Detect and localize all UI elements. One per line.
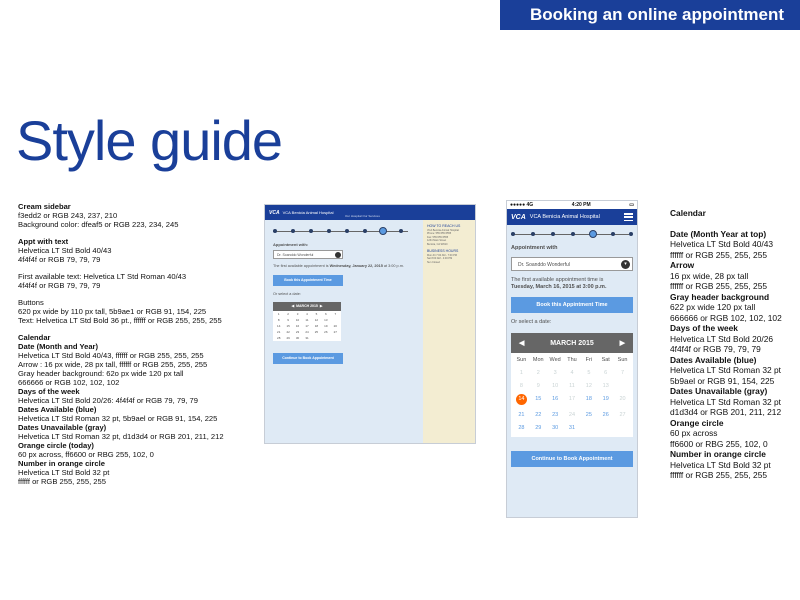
calendar-day: 5 <box>587 370 591 376</box>
calendar-day: 12 <box>585 383 592 389</box>
note-line: Helvetica LT Std Roman 32 pt, 5b9ael or RGB 91, 154, 225 <box>18 414 218 423</box>
desktop-header <box>265 205 475 220</box>
calendar-day[interactable]: 30 <box>552 425 559 431</box>
first-available-text: The first available appointment is Wednesday, January 22, 2015 at 3:00 p.m. <box>273 264 404 268</box>
style-notes-right <box>670 208 795 481</box>
side-line: 1234 Main Street <box>427 239 447 242</box>
chevron-down-icon <box>335 252 341 258</box>
calendar-day: 1 <box>277 312 280 316</box>
calendar-day[interactable]: 29 <box>286 336 290 340</box>
note-line: Helvetica LT Std Roman 32 pt, d1d3d4 or RGB 201, 211, 212 <box>18 432 224 441</box>
calendar-day: 3 <box>296 312 299 316</box>
calendar-day[interactable]: 28 <box>518 425 525 431</box>
note-heading: Calendar <box>670 208 706 218</box>
calendar-day[interactable]: 16 <box>552 396 559 402</box>
note-line: 666666 or RGB 102, 102, 102 <box>18 378 120 387</box>
note-heading: Number in orange circle <box>18 459 105 468</box>
note-line: First available text: Helvetica LT Std Roman 40/43 <box>18 272 187 281</box>
continue-button[interactable]: Continue to Book Appointment <box>511 451 633 467</box>
calendar-day[interactable]: 19 <box>324 324 328 328</box>
header-title: Booking an online appointment <box>529 5 784 24</box>
calendar-month-header <box>511 333 633 353</box>
calendar-day: 2 <box>287 312 289 316</box>
calendar-day <box>580 425 597 431</box>
side-line: VCA Benicia Animal Hospital <box>427 228 459 232</box>
calendar-month: MARCH 2015 <box>550 339 594 347</box>
note-line: Gray header background: 62o px wide 120 px tall <box>18 369 184 378</box>
hours-line: Mon-Fri 7:00 AM - 7:00 PM <box>427 253 458 257</box>
mobile-mockup <box>506 200 638 518</box>
book-time-button[interactable]: Book this Appointment Time <box>273 275 343 286</box>
calendar-day: 4 <box>570 370 574 376</box>
calendar-day: 2 <box>536 370 540 376</box>
calendar-day: 24 <box>568 412 576 418</box>
calendar-day <box>331 318 340 322</box>
book-time-button[interactable]: Book this Appintment Time <box>511 297 633 313</box>
note-line: Helvetica LT Std Bold 40/43 <box>18 246 112 255</box>
weekday-label: Sat <box>601 357 610 363</box>
calendar-day: 3 <box>553 370 557 376</box>
calendar-day[interactable]: 18 <box>585 396 592 402</box>
note-line: ff6600 or RBG 255, 102, 0 <box>670 438 768 449</box>
calendar-day[interactable]: 15 <box>535 396 542 402</box>
note-line: Buttons <box>18 298 44 307</box>
weekday-label: Mon <box>532 357 544 363</box>
mobile-header <box>507 209 637 225</box>
note-line: d1d3d4 or RGB 201, 211, 212 <box>670 407 782 417</box>
appointment-label: Appointment with: <box>273 242 309 247</box>
calendar-day[interactable]: 25 <box>585 412 592 418</box>
calendar-day[interactable]: 28 <box>277 336 281 340</box>
note-line: 620 px wide by 110 px tall, 5b9ae1 or RGB 91, 154, 225 <box>18 307 207 316</box>
calendar-day: 5 <box>315 312 318 316</box>
calendar-day <box>614 383 631 389</box>
desktop-main <box>273 227 418 364</box>
note-heading: Days of the week <box>18 387 80 396</box>
side-line: Benicia, CA 94510 <box>427 242 448 246</box>
first-available-text: The first available appointment time is Tuesday, March 16, 2015 at 3:00 p.m. <box>511 277 607 290</box>
calendar-day[interactable]: 18 <box>314 324 319 328</box>
style-notes-left <box>18 202 258 486</box>
note-line: Helvetica LT Std Bold 40/43 <box>670 239 774 249</box>
note-heading: Days of the week <box>670 323 738 333</box>
note-heading: Calendar <box>18 333 51 342</box>
calendar-day: 20 <box>333 324 337 328</box>
note-line: 4f4f4f or RGB 79, 79, 79 <box>18 281 101 290</box>
appointment-label: Appointment with <box>511 245 558 251</box>
calendar-day: 10 <box>552 383 559 389</box>
battery-icon: ▭ <box>629 202 634 208</box>
note-heading: Dates Available (blue) <box>18 405 97 414</box>
mobile-calendar <box>511 333 633 437</box>
note-heading: Date (Month and Year) <box>18 342 99 351</box>
page-title: Style guide <box>16 109 283 172</box>
calendar-day: 7 <box>621 370 625 376</box>
note-line: Helvetica LT Std Bold 40/43, ffffff or RGB 255, 255, 255 <box>18 351 204 360</box>
note-line: Text: Helvetica LT Std Bold 36 pt., ffffff or RGB 255, 255, 255 <box>18 316 222 325</box>
calendar-day <box>614 425 631 431</box>
status-bar: ●●●●● 4G 4:20 PM ▭ <box>507 201 637 209</box>
note-heading: Orange circle <box>670 417 724 428</box>
calendar-day: 24 <box>305 330 309 334</box>
calendar-day <box>331 336 340 340</box>
calendar-day: 6 <box>604 370 608 376</box>
note-line: 622 px wide 120 px tall <box>670 302 756 312</box>
calendar-month-header: ◀ MARCH 2015 ▶ <box>273 302 341 311</box>
note-line: Helvetica LT Std Bold 32 pt <box>18 468 110 477</box>
calendar-day: 17 <box>568 396 576 402</box>
side-line: Phone: 555-555-5555 <box>427 232 452 235</box>
note-heading: Gray header background <box>670 291 770 302</box>
note-heading: Orange circle (today) <box>18 441 94 450</box>
calendar-day[interactable]: 26 <box>324 330 328 334</box>
hours-line: Sun Closed <box>427 260 440 264</box>
note-heading: Dates Unavailable (gray) <box>18 423 107 432</box>
calendar-day: 9 <box>536 383 540 389</box>
hospital-name: VCA Benicia Animal Hospital <box>282 210 334 215</box>
note-line: Helvetica LT Std Bold 20/26 <box>670 333 774 344</box>
note-line: 16 px wide, 28 px tall <box>670 270 749 281</box>
calendar-day[interactable]: 31 <box>305 336 309 340</box>
calendar-day[interactable]: 22 <box>286 330 290 334</box>
calendar-day: 27 <box>333 330 337 334</box>
calendar-day <box>312 336 321 340</box>
doctor-select[interactable]: Dr. Soanddo Wonderful <box>273 250 343 259</box>
calendar-day: 8 <box>277 318 280 322</box>
calendar-day[interactable]: 29 <box>535 425 542 431</box>
weekday-label: Wed <box>549 357 561 363</box>
note-line: Helvetica LT Std Roman 32 pt <box>670 365 781 375</box>
note-heading: Number in orange circle <box>670 449 766 459</box>
note-line: 4f4f4f or RGB 79, 79, 79 <box>18 255 101 264</box>
calendar-day: 1 <box>519 370 523 376</box>
calendar-day[interactable]: 16 <box>295 324 300 328</box>
note-heading: Arrow <box>670 260 695 270</box>
note-line: Helvetica LT Std Bold 32 pt <box>670 459 771 470</box>
calendar-day[interactable]: 19 <box>602 396 609 402</box>
cream-sidebar <box>423 220 475 444</box>
hospital-name: VCA Benicia Animal Hospital <box>529 214 600 220</box>
calendar-day[interactable]: 22 <box>535 412 542 418</box>
calendar-day: 13 <box>324 318 328 322</box>
calendar-day: 4 <box>306 312 308 316</box>
calendar-day[interactable]: 21 <box>518 412 525 418</box>
weekday-label: Sun <box>516 357 527 363</box>
calendar-day: 17 <box>305 324 309 328</box>
calendar-day: 8 <box>519 383 523 389</box>
note-heading: Dates Unavailable (gray) <box>670 386 768 396</box>
progress-steps <box>511 230 633 238</box>
note-line: ffffff or RGB 255, 255, 255 <box>18 477 106 486</box>
calendar-day: 7 <box>334 312 337 316</box>
header-sub-links[interactable]: Our Hospital Our Services <box>345 214 380 218</box>
side-title: HOW TO REACH US <box>427 224 461 228</box>
desktop-calendar <box>273 302 341 341</box>
weekday-label: Thu <box>567 357 577 363</box>
calendar-day <box>597 425 614 431</box>
note-heading: Dates Available (blue) <box>670 354 757 365</box>
hours-line: Sat 8:00 AM - 4:00 PM <box>427 257 453 260</box>
calendar-day: 27 <box>619 412 626 418</box>
calendar-day: 11 <box>569 383 575 389</box>
note-line: ffffff or RGB 255, 255, 255 <box>670 281 768 291</box>
calendar-day[interactable]: 30 <box>295 336 300 340</box>
calendar-day[interactable]: 23 <box>552 412 559 418</box>
page-header-bar <box>500 0 800 30</box>
note-line: Helvetica LT Std Roman 32 pt <box>670 396 781 407</box>
calendar-day[interactable]: 26 <box>602 412 609 418</box>
calendar-day: 11 <box>305 318 309 322</box>
calendar-day[interactable]: 31 <box>568 425 576 431</box>
next-month-arrow-icon[interactable]: ▶ <box>619 340 625 347</box>
desktop-mockup <box>264 204 476 444</box>
calendar-day[interactable]: 15 <box>286 324 290 328</box>
hamburger-menu-icon[interactable] <box>624 213 633 223</box>
note-heading: Appt with text <box>18 237 69 246</box>
note-line: 60 px across, ff6600 or RBG 255, 102, 0 <box>18 450 154 459</box>
calendar-day[interactable]: 21 <box>277 330 281 334</box>
calendar-day: 9 <box>287 318 289 322</box>
vca-logo: VCA <box>511 213 526 221</box>
note-line: Helvetica LT Std Bold 20/26: 4f4f4f or RGB 79, 79, 79 <box>18 396 198 405</box>
weekday-label: Sun <box>617 357 628 363</box>
note-line: f3edd2 or RGB 243, 237, 210 <box>18 211 118 220</box>
progress-steps <box>273 227 418 235</box>
calendar-day[interactable]: 23 <box>295 330 300 334</box>
calendar-day: 13 <box>602 383 609 389</box>
note-heading: Cream sidebar <box>18 202 71 211</box>
calendar-day: 20 <box>619 396 626 402</box>
note-line: 60 px across <box>670 428 718 438</box>
note-line: 666666 or RGB 102, 102, 102 <box>670 312 782 323</box>
note-line: ffffff or RGB 255, 255, 255 <box>670 249 768 260</box>
select-date-label: Or select a date: <box>273 292 301 296</box>
prev-month-arrow-icon[interactable]: ◀ <box>519 340 525 347</box>
hours-title: BUSINESS HOURS <box>427 249 459 253</box>
note-heading: Date (Month Year at top) <box>670 228 767 239</box>
side-line: Fax: 555-555-5555 <box>427 235 449 239</box>
calendar-day[interactable]: 14 <box>277 324 281 328</box>
note-line: 4f4f4f or RGB 79, 79, 79 <box>670 344 761 354</box>
note-line: Arrow : 16 px wide, 28 px tall, ffffff or RGB 255, 255, 255 <box>18 360 208 369</box>
calendar-day: 10 <box>295 318 300 322</box>
chevron-down-icon: ▾ <box>621 260 630 269</box>
calendar-day[interactable]: 14 <box>513 396 530 405</box>
calendar-day: 12 <box>314 318 319 322</box>
note-line: Background color: dfeaf5 or RGB 223, 234, 245 <box>18 220 179 229</box>
note-line: 5b9ael or RGB 91, 154, 225 <box>670 375 775 386</box>
select-date-label: Or select a date: <box>511 319 552 325</box>
calendar-day <box>321 336 330 340</box>
vca-logo: VCA <box>269 209 280 216</box>
calendar-day: 6 <box>325 312 327 316</box>
weekday-label: Fri <box>585 357 593 363</box>
calendar-day[interactable]: 25 <box>314 330 319 334</box>
note-line: ffffff or RGB 255, 255, 255 <box>670 470 768 480</box>
continue-button[interactable]: Continue to Book Appointment <box>273 353 343 364</box>
doctor-select[interactable]: Dr. Soanddo Wonderful ▾ <box>511 257 633 271</box>
